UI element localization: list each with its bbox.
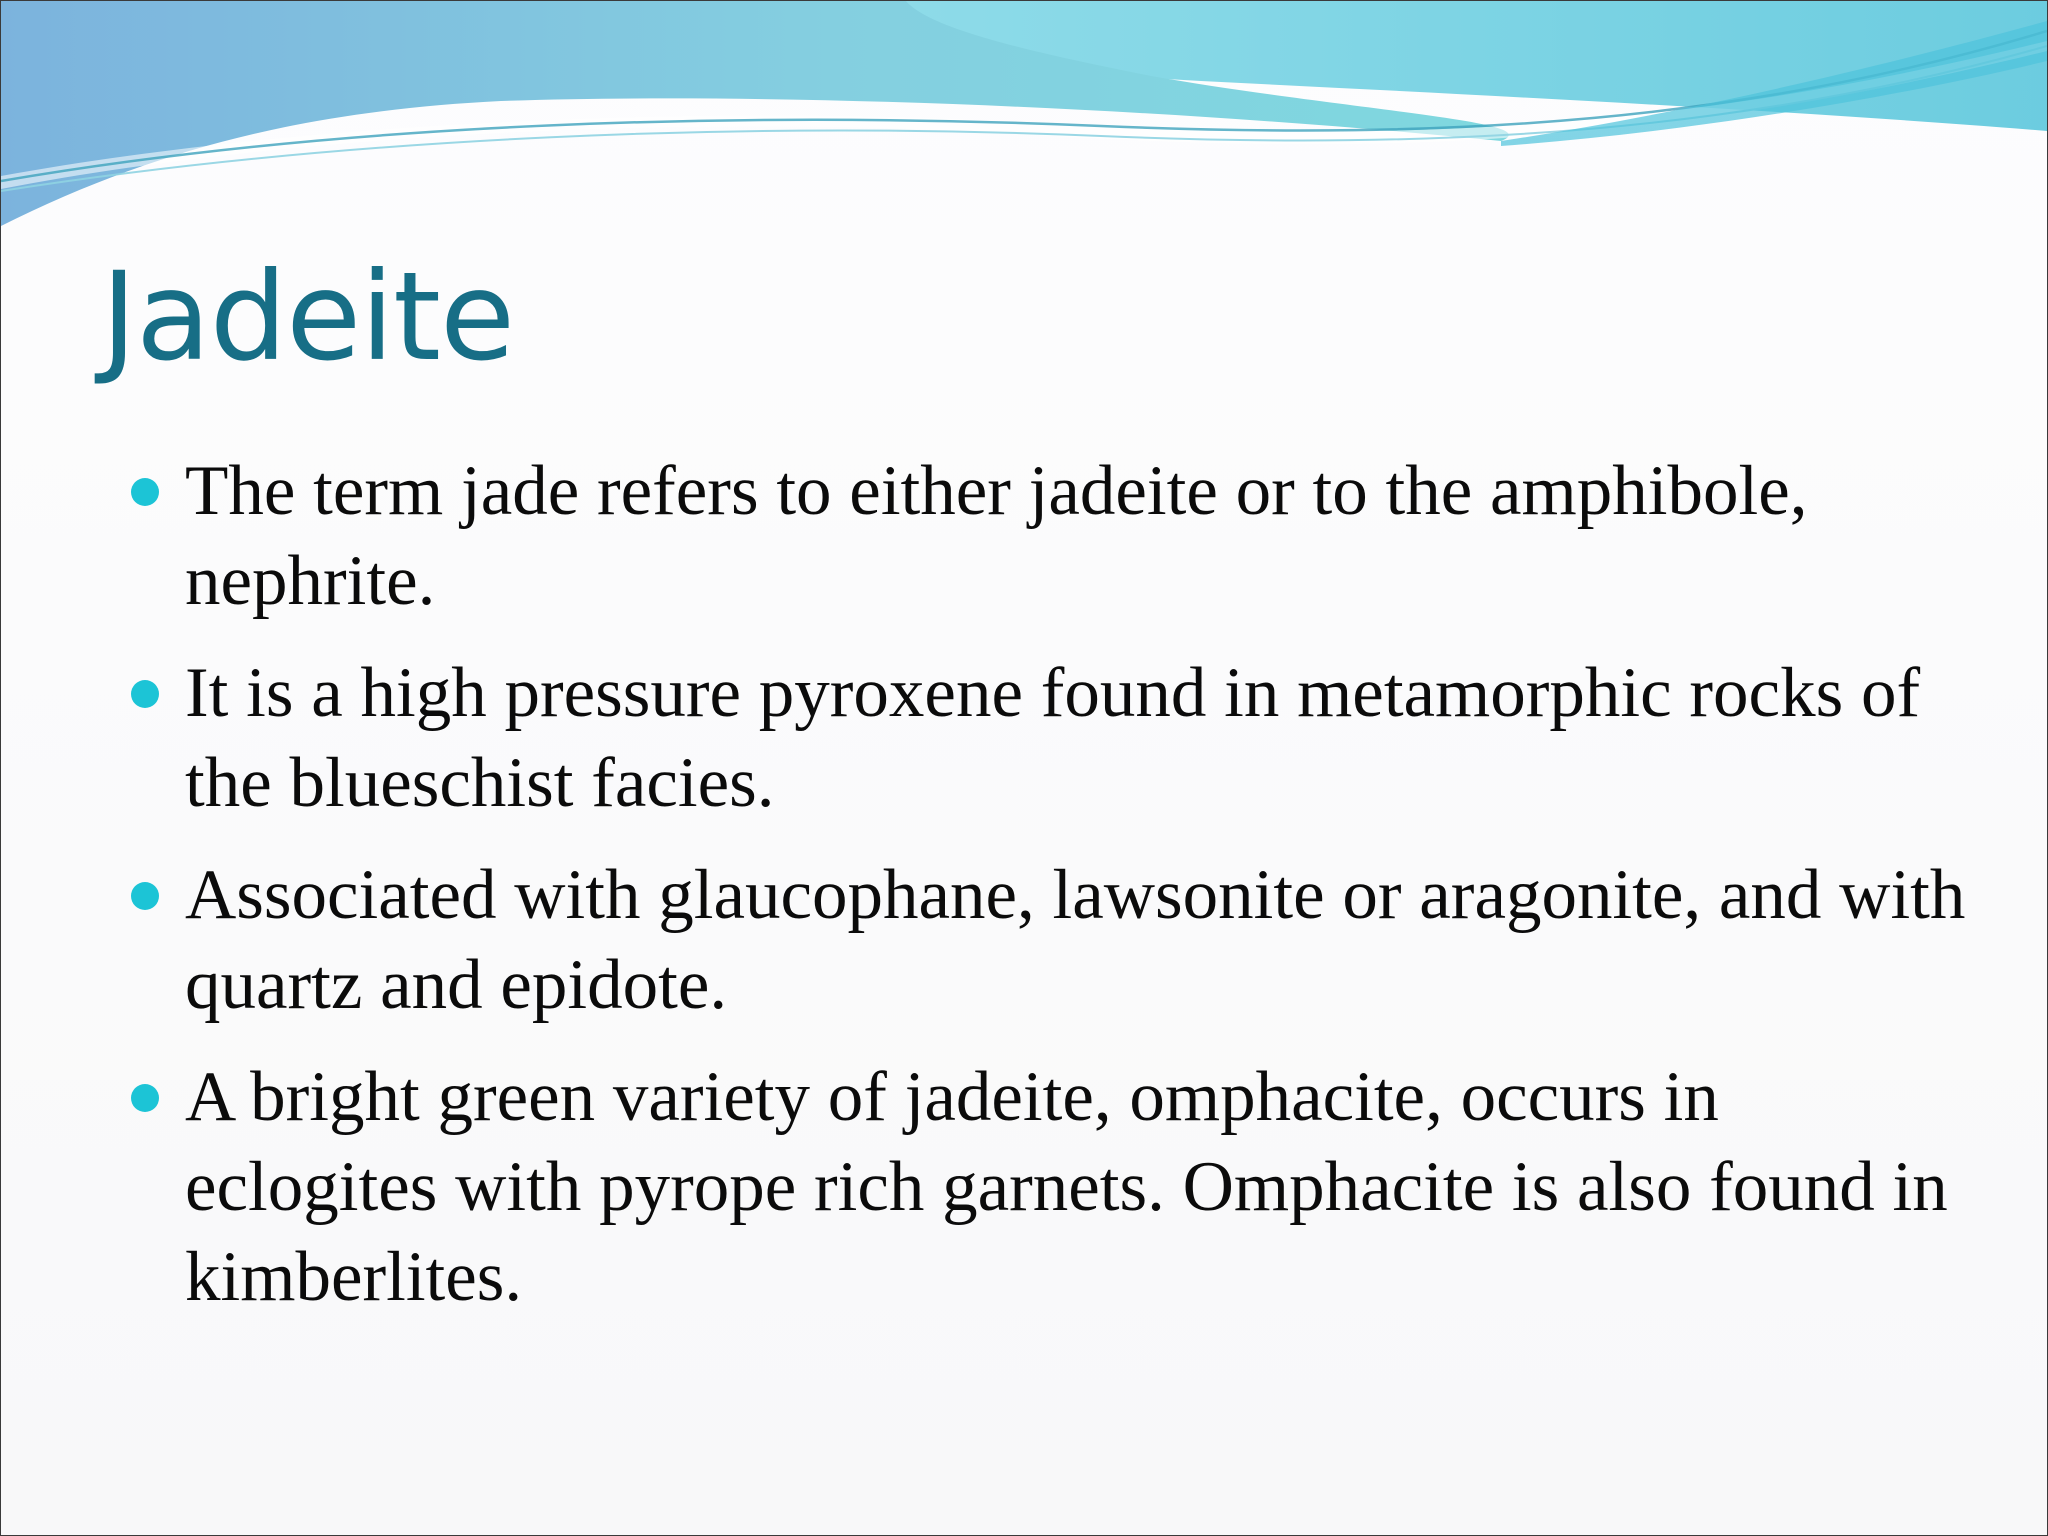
bullet-item bbox=[1, 446, 2047, 626]
bullet-item bbox=[1, 1052, 2047, 1322]
bullet-text: The term jade refers to either jadeite or to the amphibole, nephrite. bbox=[185, 452, 1808, 620]
header-wave-decoration bbox=[1, 1, 2047, 261]
bullet-item bbox=[1, 850, 2047, 1030]
bullet-dot-icon bbox=[131, 478, 159, 506]
bullet-item bbox=[1, 648, 2047, 828]
bullet-dot-icon bbox=[131, 882, 159, 910]
bullet-text: It is a high pressure pyroxene found in metamorphic rocks of the blueschist facies. bbox=[185, 654, 1921, 822]
bullet-list bbox=[1, 446, 2047, 1344]
bullet-text: A bright green variety of jadeite, omphacite, occurs in eclogites with pyrope rich garnets. Omphacite is also found in kimberlites. bbox=[185, 1058, 1948, 1316]
bullet-dot-icon bbox=[131, 1084, 159, 1112]
slide-title: Jadeite bbox=[101, 246, 515, 388]
bullet-dot-icon bbox=[131, 680, 159, 708]
bullet-text: Associated with glaucophane, lawsonite or aragonite, and with quartz and epidote. bbox=[185, 856, 1966, 1024]
